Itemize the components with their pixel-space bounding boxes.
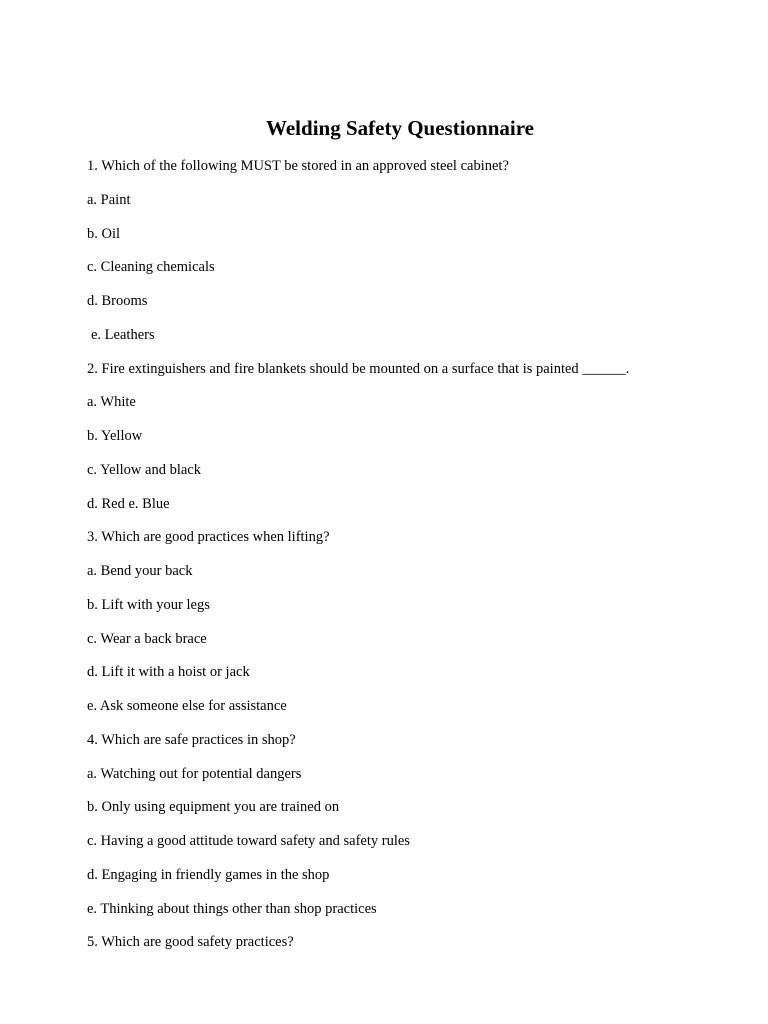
answer-option: e. Thinking about things other than shop practices (87, 900, 377, 917)
answer-option: c. Wear a back brace (87, 630, 207, 647)
answer-option: e. Ask someone else for assistance (87, 698, 287, 714)
answer-option: b. Only using equipment you are trained on (87, 799, 340, 816)
question-4: 4. Which are safe practices in shop? (87, 731, 296, 748)
answer-option: c. Yellow and black (87, 461, 201, 478)
question-5: 5. Which are good safety practices? (87, 934, 294, 951)
answer-option: b. Yellow (87, 428, 143, 444)
question-3: 3. Which are good practices when lifting? (87, 529, 330, 546)
question-1: 1. Which of the following MUST be stored in an approved steel cabinet? (87, 158, 509, 174)
answer-option: d. Red e. Blue (87, 495, 170, 512)
answer-option: c. Having a good attitude toward safety and safety rules (87, 833, 410, 849)
answer-option: a. Bend your back (87, 563, 193, 579)
question-2: 2. Fire extinguishers and fire blankets should be mounted on a surface that is painted ______. (87, 360, 630, 377)
answer-option: b. Lift with your legs (87, 596, 210, 613)
answer-option: a. Watching out for potential dangers (87, 765, 302, 782)
question-list (87, 154, 747, 964)
answer-option: a. Paint (87, 191, 131, 208)
answer-option: a. White (87, 394, 136, 411)
answer-option: d. Engaging in friendly games in the shop (87, 866, 330, 883)
answer-option: d. Lift it with a hoist or jack (87, 664, 250, 681)
answer-option: e. Leathers (91, 326, 155, 343)
answer-option: d. Brooms (87, 293, 148, 309)
answer-option: b. Oil (87, 225, 121, 242)
page-title: Welding Safety Questionnaire (266, 116, 534, 140)
answer-option: c. Cleaning chemicals (87, 259, 215, 276)
